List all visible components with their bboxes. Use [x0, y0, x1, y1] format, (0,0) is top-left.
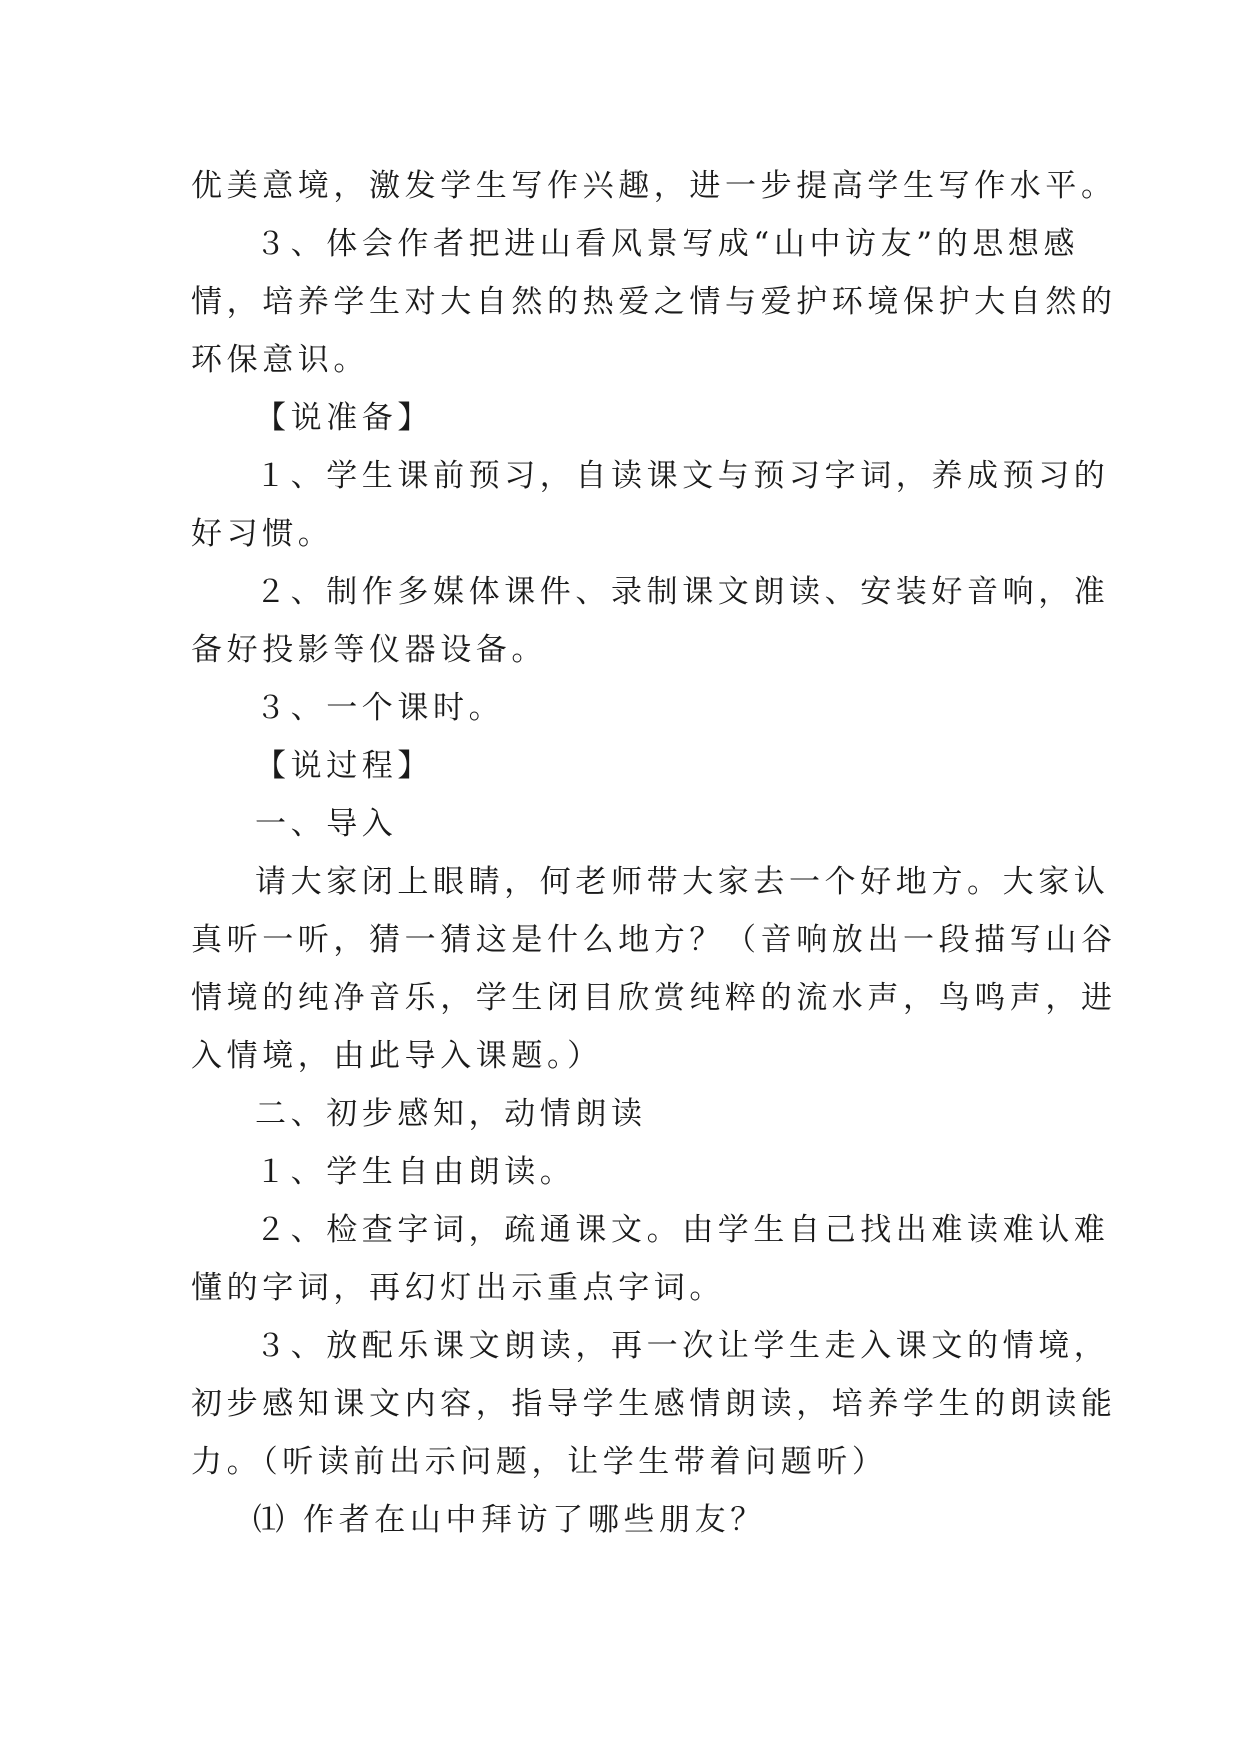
text-line: 优美意境，激发学生写作兴趣，进一步提高学生写作水平。 [191, 168, 1117, 204]
section-heading: 【说准备】 [255, 400, 433, 436]
text-line: 好习惯。 [191, 516, 334, 552]
text-line: 力。（听读前出示问题，让学生带着问题听） [191, 1444, 888, 1480]
text-line: 备好投影等仪器设备。 [191, 632, 547, 668]
text-line: 情，培养学生对大自然的热爱之情与爱护环境保护大自然的 [191, 284, 1117, 320]
document-body [191, 157, 1117, 1549]
section-heading: 【说过程】 [255, 748, 433, 784]
text-line: 入情境，由此导入课题。） [191, 1038, 603, 1074]
text-line: １、学生自由朗读。 [255, 1154, 576, 1190]
question-line: ⑴ 作者在山中拜访了哪些朋友？ [253, 1502, 766, 1538]
text-line: ３、一个课时。 [255, 690, 505, 726]
text-line: ３、放配乐课文朗读，再一次让学生走入课文的情境， [255, 1328, 1110, 1364]
text-line: １、学生课前预习，自读课文与预习字词，养成预习的 [255, 458, 1110, 494]
text-line: ２、制作多媒体课件、录制课文朗读、安装好音响，准 [255, 574, 1110, 610]
text-line: 环保意识。 [191, 342, 369, 378]
subsection-heading: 二、初步感知，动情朗读 [255, 1096, 647, 1132]
subsection-heading: 一、导入 [255, 806, 398, 842]
text-line: 情境的纯净音乐，学生闭目欣赏纯粹的流水声，鸟鸣声，进 [191, 980, 1117, 1016]
text-line: 真听一听，猜一猜这是什么地方？（音响放出一段描写山谷 [191, 922, 1117, 958]
text-line: ３、体会作者把进山看风景写成“山中访友”的思想感 [255, 226, 1080, 262]
text-line: 懂的字词，再幻灯出示重点字词。 [191, 1270, 725, 1306]
text-line: ２、检查字词，疏通课文。由学生自己找出难读难认难 [255, 1212, 1110, 1248]
text-line: 请大家闭上眼睛，何老师带大家去一个好地方。大家认 [255, 864, 1110, 900]
text-line: 初步感知课文内容，指导学生感情朗读，培养学生的朗读能 [191, 1386, 1117, 1422]
